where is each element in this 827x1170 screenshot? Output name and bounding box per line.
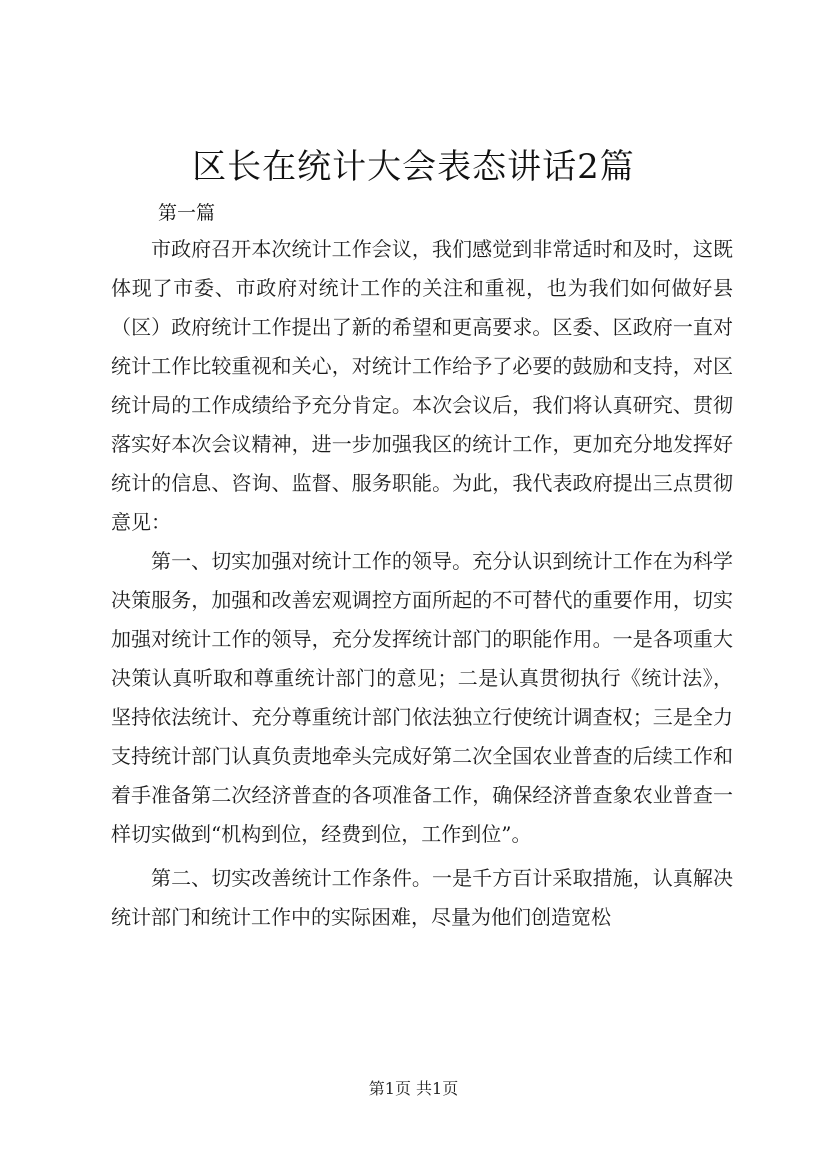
document-body bbox=[111, 230, 733, 937]
paragraph-point-two: 第二、切实改善统计工作条件。一是千方百计采取措施，认真解决统计部门和统计工作中的实际困难，尽量为他们创造宽松 bbox=[111, 866, 733, 929]
page-footer: 第1页 共1页 bbox=[368, 1079, 459, 1098]
paragraph-point-one: 第一、切实加强对统计工作的领导。充分认识到统计工作在为科学决策服务，加强和改善宏观调控方面所起的不可替代的重要作用，切实加强对统计工作的领导，充分发挥统计部门的职能作用。一是各项重大决策认真听取和尊重统计部门的意见；二是认真贯彻执行《统计法》，坚持依法统计、充分尊重统计部门依法独立行使统计调查权；三是全力支持统计部门认真负责地牵头完成好第二次全国农业普查的后续工作和着手准备第二次经济普查的各项准备工作，确保经济普查象农业普查一样切实做到“机构到位，经费到位，工作到位”。 bbox=[111, 549, 733, 846]
document-title: 区长在统计大会表态讲话2篇 bbox=[192, 147, 635, 187]
paragraph-intro: 市政府召开本次统计工作会议，我们感觉到非常适时和及时，这既体现了市委、市政府对统计工作的关注和重视，也为我们如何做好县（区）政府统计工作提出了新的希望和更高要求。区委、区政府一直对统计工作比较重视和关心，对统计工作给予了必要的鼓励和支持，对区统计局的工作成绩给予充分肯定。本次会议后，我们将认真研究、贯彻落实好本次会议精神，进一步加强我区的统计工作，更加充分地发挥好统计的信息、咨询、监督、服务职能。为此，我代表政府提出三点贯彻意见： bbox=[111, 237, 733, 534]
section-heading: 第一篇 bbox=[158, 202, 216, 224]
